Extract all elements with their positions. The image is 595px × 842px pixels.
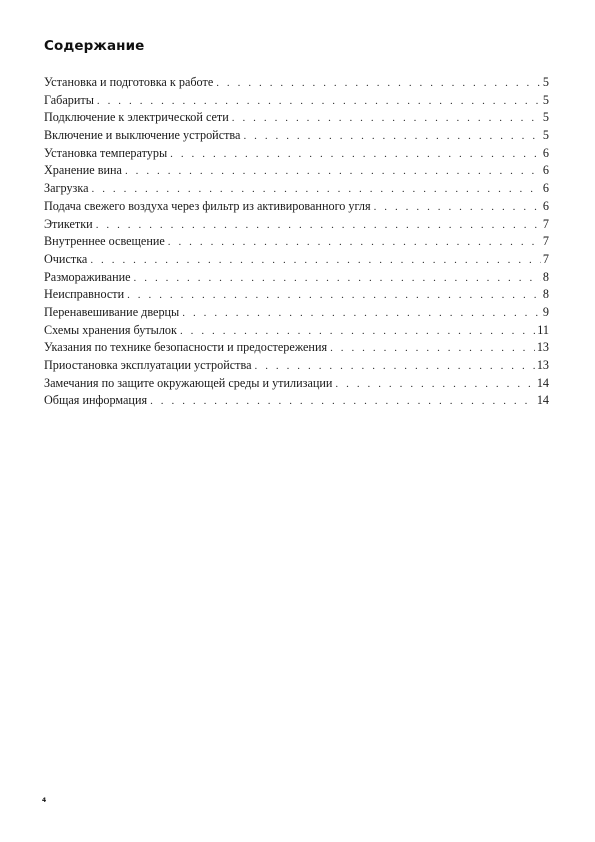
dot-leader: [216, 75, 541, 93]
toc-entry-title: Подключение к электрической сети: [44, 110, 229, 125]
toc-entry-page: 13: [536, 340, 549, 355]
toc-entry[interactable]: [44, 375, 549, 393]
dot-leader: [150, 393, 535, 411]
dot-leader: [125, 163, 541, 181]
toc-entry-title: Схемы хранения бутылок: [44, 322, 177, 337]
toc-entry[interactable]: [44, 198, 549, 216]
toc-entry-page: 7: [542, 216, 549, 231]
dot-leader: [243, 128, 540, 146]
toc-entry-page: 8: [542, 269, 549, 284]
page-title: Содержание: [44, 38, 145, 54]
toc-entry[interactable]: [44, 74, 549, 92]
toc-entry-page: 5: [542, 75, 549, 89]
dot-leader: [232, 110, 541, 128]
toc-entry-page: 5: [542, 110, 549, 125]
dot-leader: [170, 146, 541, 164]
toc-entry-title: Габариты: [44, 92, 94, 107]
toc-entry[interactable]: [44, 269, 549, 287]
toc-entry-title: Замечания по защите окружающей среды и утилизации: [44, 375, 333, 390]
toc-entry-title: Неисправности: [44, 287, 125, 302]
toc-entry-page: 14: [536, 393, 549, 408]
toc-entry-page: 5: [542, 92, 549, 107]
toc-entry-page: 9: [542, 304, 549, 319]
toc-entry-page: 6: [542, 181, 549, 196]
dot-leader: [127, 287, 541, 305]
toc-entry[interactable]: [44, 392, 549, 410]
dot-leader: [92, 181, 541, 199]
toc-entry-title: Установка температуры: [44, 145, 168, 160]
toc-entry[interactable]: [44, 251, 549, 269]
toc-entry-title: Хранение вина: [44, 163, 122, 178]
table-of-contents: [44, 74, 549, 410]
toc-entry-page: 14: [536, 375, 549, 390]
toc-entry-page: 11: [537, 322, 549, 337]
toc-entry-page: 8: [542, 287, 549, 302]
toc-entry-title: Этикетки: [44, 216, 93, 231]
dot-leader: [255, 358, 535, 376]
dot-leader: [182, 305, 541, 323]
dot-leader: [330, 340, 535, 358]
toc-entry-title: Установка и подготовка к работе: [44, 75, 214, 89]
toc-entry-page: 5: [542, 128, 549, 143]
toc-entry-title: Загрузка: [44, 181, 89, 196]
toc-entry-title: Размораживание: [44, 269, 131, 284]
toc-entry-title: Очистка: [44, 251, 88, 266]
dot-leader: [90, 252, 541, 270]
dot-leader: [168, 234, 541, 252]
toc-entry-title: Общая информация: [44, 393, 148, 408]
toc-entry-page: 7: [542, 251, 549, 266]
toc-entry-title: Включение и выключение устройства: [44, 128, 241, 143]
toc-entry-page: 6: [542, 198, 549, 213]
toc-entry-title: Приостановка эксплуатации устройства: [44, 358, 252, 372]
toc-entry[interactable]: [44, 233, 549, 251]
dot-leader: [96, 217, 541, 235]
toc-entry-page: 6: [542, 163, 549, 178]
toc-entry-title: Подача свежего воздуха через фильтр из активированного угля: [44, 198, 371, 213]
toc-entry[interactable]: [44, 92, 549, 110]
toc-entry[interactable]: [44, 145, 549, 163]
toc-entry[interactable]: [44, 286, 549, 304]
page-number: 4: [42, 797, 47, 804]
toc-entry[interactable]: [44, 357, 549, 375]
toc-entry[interactable]: [44, 216, 549, 234]
dot-leader: [134, 270, 541, 288]
toc-entry-page: 6: [542, 145, 549, 160]
toc-entry[interactable]: [44, 162, 549, 180]
toc-entry[interactable]: [44, 339, 549, 357]
toc-entry[interactable]: [44, 322, 549, 340]
toc-entry[interactable]: [44, 304, 549, 322]
toc-entry-page: 13: [536, 358, 549, 372]
dot-leader: [180, 323, 535, 341]
toc-entry-page: 7: [542, 234, 549, 249]
toc-entry-title: Внутреннее освещение: [44, 234, 165, 249]
toc-entry-title: Указания по технике безопасности и предостережения: [44, 340, 328, 355]
toc-entry[interactable]: [44, 127, 549, 145]
toc-entry[interactable]: [44, 109, 549, 127]
dot-leader: [335, 376, 534, 394]
dot-leader: [97, 93, 541, 111]
dot-leader: [374, 199, 541, 217]
toc-entry[interactable]: [44, 180, 549, 198]
toc-entry-title: Перенавешивание дверцы: [44, 304, 180, 319]
